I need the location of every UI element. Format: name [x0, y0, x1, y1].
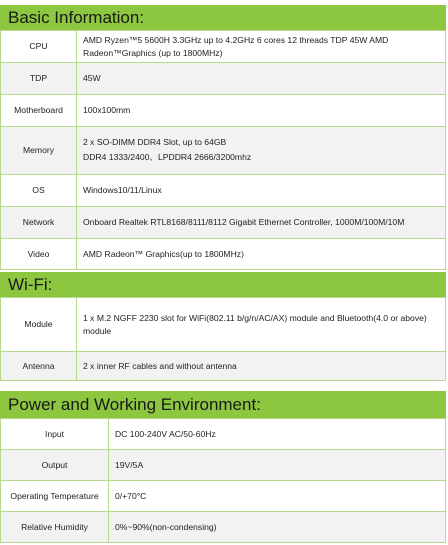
spec-value: 19V/5A: [109, 450, 446, 481]
spec-label: Input: [1, 419, 109, 450]
spec-label: Memory: [1, 127, 77, 175]
spec-label: Module: [1, 298, 77, 352]
spec-value: 1 x M.2 NGFF 2230 slot for WiFi(802.11 b/g/n/AC/AX) module and Bluetooth(4.0 or above) module: [77, 298, 446, 352]
spec-row-tdp: [1, 63, 446, 95]
spec-label: Video: [1, 239, 77, 270]
spec-value: [77, 127, 446, 175]
spec-value: AMD Radeon™ Graphics(up to 1800MHz): [77, 239, 446, 270]
spec-label: Antenna: [1, 352, 77, 381]
spec-value: AMD Ryzen™5 5600H 3.3GHz up to 4.2GHz 6 cores 12 threads TDP 45W AMD Radeon™Graphics (up to 1800MHz): [77, 31, 446, 63]
spec-label: CPU: [1, 31, 77, 63]
spec-row-cpu: [1, 31, 446, 63]
spec-row-os: [1, 175, 446, 207]
section-header-wifi: Wi-Fi:: [0, 272, 446, 297]
spec-value: DC 100-240V AC/50-60Hz: [109, 419, 446, 450]
spec-label: Output: [1, 450, 109, 481]
spec-row-memory: [1, 127, 446, 175]
spec-row-relative-humidity: [1, 512, 446, 543]
power-table: [0, 418, 446, 543]
spec-row-network: [1, 207, 446, 239]
spec-row-input: [1, 419, 446, 450]
section-header-basic-information: Basic Information:: [0, 5, 446, 30]
spec-label: Motherboard: [1, 95, 77, 127]
spec-row-operating-temperature: [1, 481, 446, 512]
spec-label: Relative Humidity: [1, 512, 109, 543]
spec-row-antenna: [1, 352, 446, 381]
wifi-table: [0, 297, 446, 381]
spec-row-module: [1, 298, 446, 352]
spec-label: Network: [1, 207, 77, 239]
basic-information-table: [0, 30, 446, 270]
spec-value: 0/+70°C: [109, 481, 446, 512]
spec-value: Windows10/11/Linux: [77, 175, 446, 207]
spec-value: Onboard Realtek RTL8168/8111/8112 Gigabit Ethernet Controller, 1000M/100M/10M: [77, 207, 446, 239]
spec-row-motherboard: [1, 95, 446, 127]
spec-value: 45W: [77, 63, 446, 95]
spec-value: 2 x inner RF cables and without antenna: [77, 352, 446, 381]
spec-label: OS: [1, 175, 77, 207]
spec-label: Operating Temperature: [1, 481, 109, 512]
spec-label: TDP: [1, 63, 77, 95]
spec-value-line: DDR4 1333/2400、LPDDR4 2666/3200mhz: [83, 152, 252, 162]
spec-value-line: 2 x SO-DIMM DDR4 Slot, up to 64GB: [83, 137, 227, 148]
section-header-power: Power and Working Environment:: [0, 391, 446, 418]
spec-row-video: [1, 239, 446, 270]
spec-value: 0%~90%(non-condensing): [109, 512, 446, 543]
spec-value: 100x100mm: [77, 95, 446, 127]
spec-row-output: [1, 450, 446, 481]
